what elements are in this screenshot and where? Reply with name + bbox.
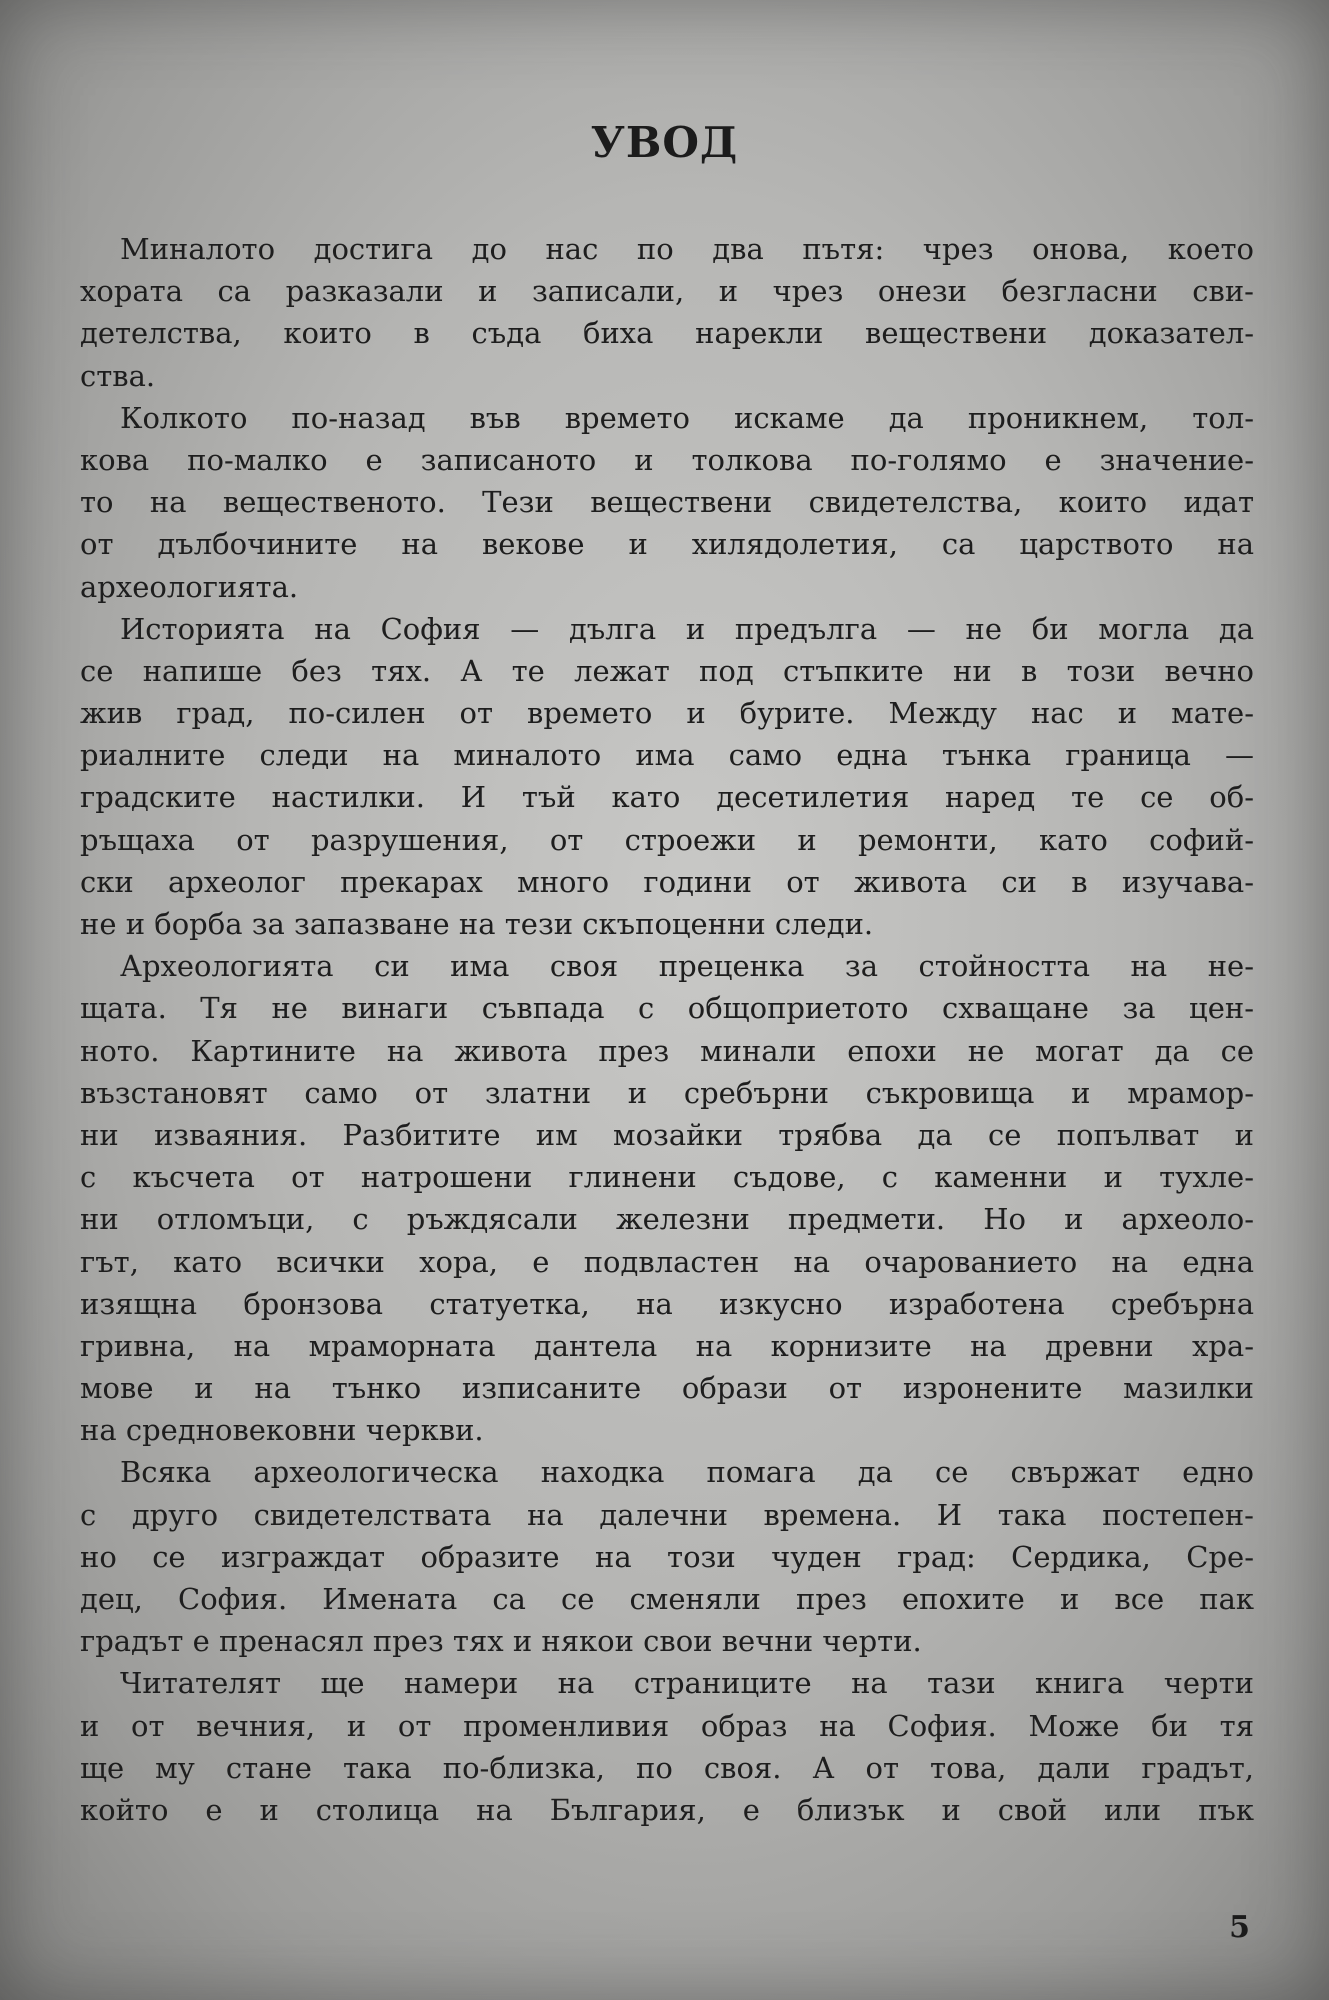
paragraph-line: изящна бронзова статуетка, на изкусно изработена сребърна <box>80 1286 1254 1321</box>
paragraph-line: градът е пренасял през тях и някои свои вечни черти. <box>80 1624 922 1659</box>
paragraph-line: кова по-малко е записаното и толкова по-голямо е значение- <box>80 442 1254 477</box>
paragraph-line: на средновековни черкви. <box>80 1413 484 1448</box>
paragraph-line: не и борба за запазване на тези скъпоценни следи. <box>80 907 874 941</box>
paragraph-line: археологията. <box>80 569 299 604</box>
paragraph-line: жив град, по-силен от времето и бурите. Между нас и мате- <box>80 696 1254 731</box>
paragraph-line: Колкото по-назад във времето искаме да проникнем, тол- <box>120 400 1254 435</box>
paragraph-line: Читателят ще намери на страниците на тази книга черти <box>120 1666 1254 1701</box>
paragraph-line: Миналото достига до нас по два пътя: чрез онова, което <box>120 232 1254 266</box>
paragraph-line: ни изваяния. Разбитите им мозайки трябва да се попълват и <box>80 1117 1254 1152</box>
paragraph-line: се напише без тях. А те лежат под стъпките ни в този вечно <box>80 653 1254 688</box>
paragraph-line: щата. Тя не винаги съвпада с общоприетото схващане за цен- <box>80 991 1254 1026</box>
paragraph-line: мове и на тънко изписаните образи от изронените мазилки <box>80 1371 1254 1406</box>
paragraph-line: то на вещественото. Тези веществени свидетелства, които идат <box>80 485 1254 520</box>
paragraph-line: Историята на София — дълга и предълга — не би могла да <box>120 611 1254 646</box>
paragraph-line: риалните следи на миналото има само една тънка граница — <box>80 738 1254 773</box>
paragraph-line: ни отломъци, с ръждясали железни предмети. Но и археоло- <box>80 1202 1254 1237</box>
paragraph-line: Всяка археологическа находка помага да се свържат едно <box>120 1455 1254 1490</box>
paragraph-line: ства. <box>80 358 156 393</box>
paragraph-line: гът, като всички хора, е подвластен на очарованието на една <box>80 1244 1254 1279</box>
page-number: 5 <box>1229 1910 1250 1945</box>
paragraph-line: възстановят само от златни и сребърни съкровища и мрамор- <box>80 1075 1254 1110</box>
paragraph-line: Археологията си има своя преценка за стойността на не- <box>120 949 1254 984</box>
paragraph-line: ръщаха от разрушения, от строежи и ремонти, като софий- <box>80 822 1254 857</box>
paragraph-line: от дълбочините на векове и хилядолетия, са царството на <box>80 527 1254 562</box>
paragraph-line: ното. Картините на живота през минали епохи не могат да се <box>80 1033 1254 1068</box>
paragraph-line: дец, София. Имената са се сменяли през епохите и все пак <box>80 1582 1254 1616</box>
paragraph-line: градските настилки. И тъй като десетилетия наред те се об- <box>80 780 1254 815</box>
paragraph-line: ще му стане така по-близка, по своя. А от това, дали градът, <box>80 1750 1254 1785</box>
paragraph-line: и от вечния, и от променливия образ на София. Може би тя <box>80 1708 1254 1743</box>
body-text <box>80 228 1254 1831</box>
paragraph-line: гривна, на мраморната дантела на корнизите на древни хра- <box>80 1328 1254 1363</box>
paragraph-line: хората са разказали и записали, и чрез онези безгласни сви- <box>80 274 1254 309</box>
paragraph-line: с късчета от натрошени глинени съдове, с каменни и тухле- <box>80 1160 1254 1195</box>
chapter-title: УВОД <box>590 118 739 167</box>
paragraph-line: ски археолог прекарах много години от живота си в изучава- <box>80 864 1254 899</box>
paragraph-line: с друго свидетелствата на далечни времена. И така постепен- <box>80 1497 1254 1532</box>
paragraph-line: който е и столица на България, е близък и свой или пък <box>80 1792 1254 1827</box>
paragraph-line: детелства, които в съда биха нарекли веществени доказател- <box>80 316 1254 351</box>
paragraph-line: но се изграждат образите на този чуден град: Сердика, Сре- <box>80 1539 1254 1574</box>
